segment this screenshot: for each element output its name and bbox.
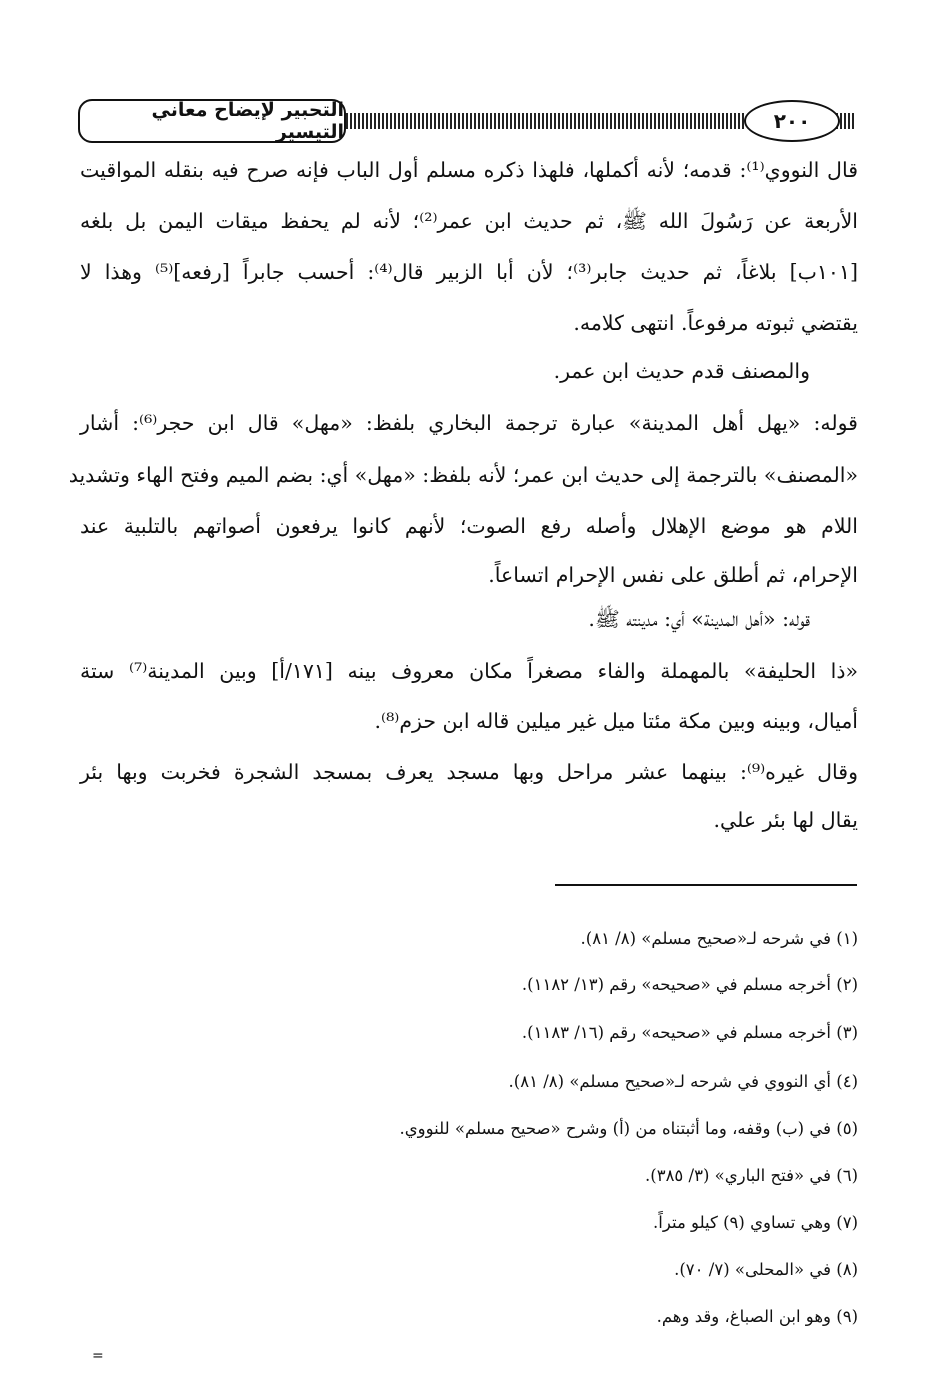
header-ornament-bar <box>346 113 746 129</box>
body-line: الإحرام، ثم أطلق على نفس الإحرام اتساعاً. <box>488 563 858 587</box>
footnote: (٢) أخرجه مسلم في «صحيحه» رقم (١٣/ ١١٨٢). <box>521 975 858 994</box>
page-header <box>78 96 854 146</box>
body-line: يقتضي ثبوته مرفوعاً. انتهى كلامه. <box>573 311 858 335</box>
footnote: (٣) أخرجه مسلم في «صحيحه» رقم (١٦/ ١١٨٣). <box>521 1023 858 1042</box>
body-line: والمصنف قدم حديث ابن عمر. <box>553 359 810 383</box>
footnote: (٩) وهو ابن الصباغ، وقد وهم. <box>656 1307 858 1326</box>
body-line: اللام هو موضع الإهلال وأصله رفع الصوت؛ لأنهم كانوا يرفعون أصواتهم بالتلبية عند <box>80 514 858 538</box>
body-line: قوله: «يهل أهل المدينة» عبارة ترجمة البخاري بلفظ: «مهل» قال ابن حجر⁽⁶⁾: أشار <box>80 411 858 435</box>
footnote: (٤) أي النووي في شرحه لـ«صحيح مسلم» (٨/ ٨١). <box>508 1072 858 1091</box>
body-line: قوله: «أهل المدينة» أي: مدينته ﷺ. <box>588 607 810 631</box>
page-number: ٢٠٠ <box>744 100 840 142</box>
footnote: (٦) في «فتح الباري» (٣/ ٣٨٥). <box>645 1166 858 1185</box>
body-line: يقال لها بئر علي. <box>713 808 858 832</box>
footnote: (٨) في «المحلى» (٧/ ٧٠). <box>674 1260 858 1279</box>
body-line: وقال غيره⁽⁹⁾: بينهما عشر مراحل وبها مسجد يعرف بمسجد الشجرة فخربت وبها بئر <box>80 760 858 784</box>
body-line: [١٠١ب] بلاغاً، ثم حديث جابر⁽³⁾؛ لأن أبا الزبير قال⁽⁴⁾: أحسب جابراً [رفعه]⁽⁵⁾ وهذا لا <box>80 260 858 284</box>
body-line: قال النووي⁽¹⁾: قدمه؛ لأنه أكملها، فلهذا ذكره مسلم أول الباب فإنه صرح فيه بنقله المواقيت <box>80 158 858 182</box>
body-line: أميال، وبينه وبين مكة مئتا ميل غير ميلين قاله ابن حزم⁽⁸⁾. <box>374 709 858 733</box>
book-title: التحبير لإيضاح معاني التيسير <box>78 99 346 143</box>
body-line: «ذا الحليفة» بالمهملة والفاء مصغراً مكان معروف بينه [١٧١/أ] وبين المدينة⁽⁷⁾ ستة <box>80 659 858 683</box>
continuation-mark: = <box>92 1348 104 1364</box>
footnote: (٥) في (ب) وقفه، وما أثبتناه من (أ) وشرح «صحيح مسلم» للنووي. <box>399 1119 858 1138</box>
footnote: (١) في شرحه لـ«صحيح مسلم» (٨/ ٨١). <box>580 929 858 948</box>
footnote-separator <box>555 884 857 886</box>
footnote: (٧) وهي تساوي (٩) كيلو متراً. <box>653 1213 858 1232</box>
body-line: الأربعة عن رَسُولَ الله ﷺ، ثم حديث ابن عمر⁽²⁾؛ لأنه لم يحفظ ميقات اليمن بل بلغه <box>80 209 858 233</box>
body-line: «المصنف» بالترجمة إلى حديث ابن عمر؛ لأنه بلفظ: «مهل» أي: بضم الميم وفتح الهاء وتشديد <box>68 463 858 487</box>
